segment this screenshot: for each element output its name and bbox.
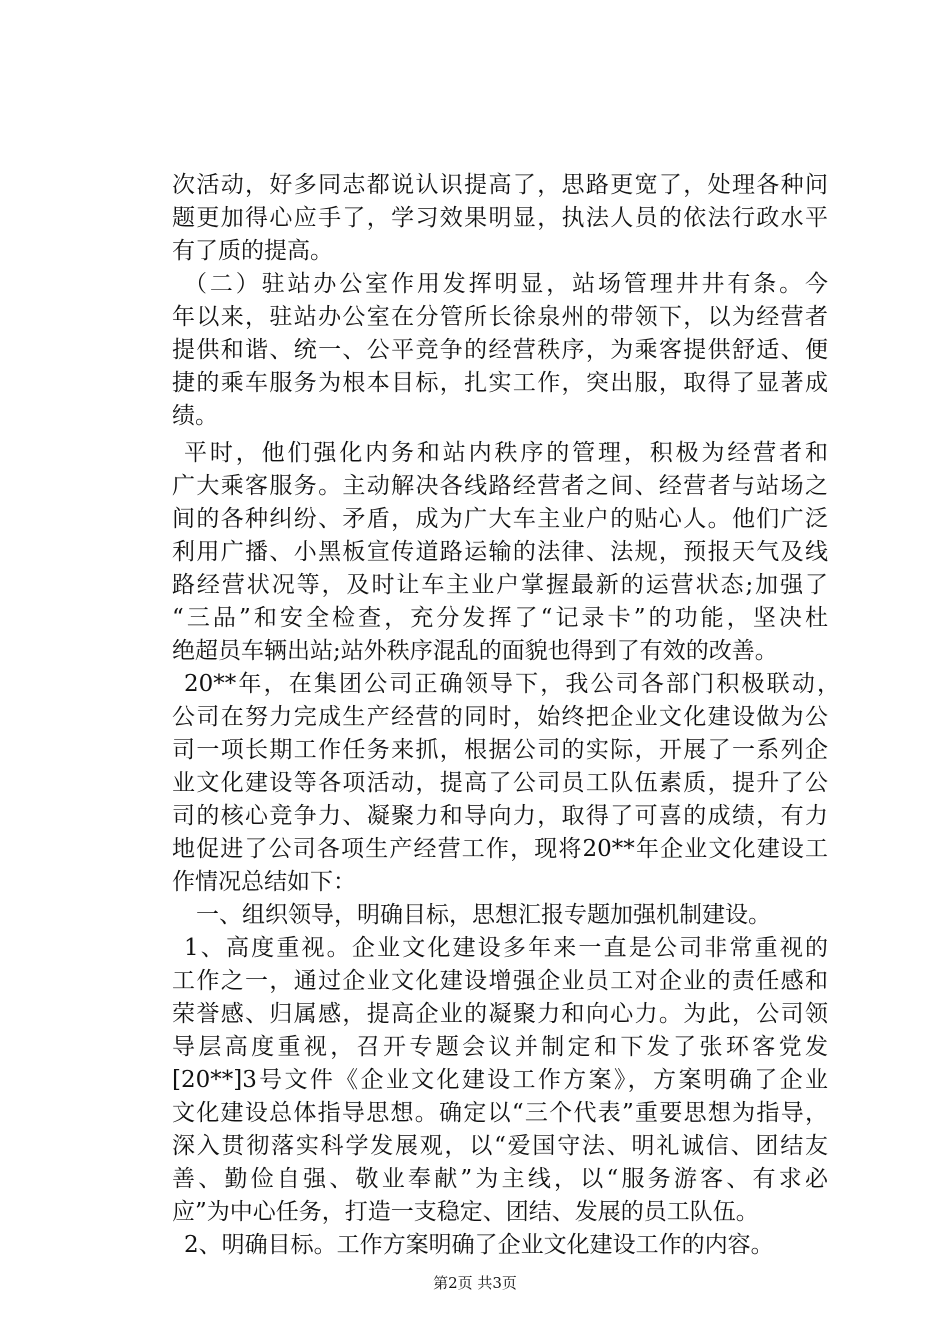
text-line: 利用广播、小黑板宣传道路运输的法律、法规，预报天气及线	[172, 539, 828, 565]
text-line: 地促进了公司各项生产经营工作，现将20**年企业文化建设工	[172, 836, 828, 862]
text-line: 深入贯彻落实科学发展观，以“爱国守法、明礼诚信、团结友	[172, 1133, 828, 1159]
text-line: 文化建设总体指导思想。确定以“三个代表”重要思想为指导，	[172, 1100, 828, 1126]
text-line: 提供和谐、统一、公平竞争的经营秩序，为乘客提供舒适、便	[172, 337, 828, 363]
text-line: 业文化建设等各项活动，提高了公司员工队伍素质，提升了公	[172, 770, 828, 796]
text-line: 广大乘客服务。主动解决各线路经营者之间、经营者与站场之	[172, 473, 828, 499]
text-line: 善、勤俭自强、敬业奉献”为主线，以“服务游客、有求必	[172, 1166, 828, 1192]
text-line: 司的核心竞争力、凝聚力和导向力，取得了可喜的成绩，有力	[172, 803, 828, 829]
text-line: 年以来，驻站办公室在分管所长徐泉州的带领下，以为经营者	[172, 304, 828, 330]
text-line: 2、明确目标。工作方案明确了企业文化建设工作的内容。	[184, 1232, 774, 1258]
text-line: 绩。	[172, 403, 218, 429]
text-line: 间的各种纠纷、矛盾，成为广大车主业户的贴心人。他们广泛	[172, 506, 828, 532]
text-line: 次活动，好多同志都说认识提高了，思路更宽了，处理各种问	[172, 172, 828, 198]
text-line: 平时，他们强化内务和站内秩序的管理，积极为经营者和	[184, 440, 828, 466]
page-footer: 第2页 共3页	[433, 1274, 517, 1292]
text-line: 应”为中心任务，打造一支稳定、团结、发展的员工队伍。	[172, 1199, 759, 1225]
text-line: 导层高度重视，召开专题会议并制定和下发了张环客党发	[172, 1034, 828, 1060]
text-line: （二）驻站办公室作用发挥明显，站场管理井井有条。今	[184, 271, 828, 297]
text-line: 路经营状况等，及时让车主业户掌握最新的运营状态;加强了	[172, 572, 828, 598]
text-line: 一、组织领导，明确目标，思想汇报专题加强机制建设。	[196, 902, 771, 928]
text-line: 有了质的提高。	[172, 238, 333, 264]
text-line: 题更加得心应手了，学习效果明显，执法人员的依法行政水平	[172, 205, 828, 231]
text-line: [20**]3号文件《企业文化建设工作方案》，方案明确了企业	[172, 1067, 828, 1093]
text-line: 作情况总结如下：	[172, 869, 356, 895]
text-line: 荣誉感、归属感，提高企业的凝聚力和向心力。为此，公司领	[172, 1001, 828, 1027]
text-line: 公司在努力完成生产经营的同时，始终把企业文化建设做为公	[172, 704, 828, 730]
text-line: “三品”和安全检查，充分发挥了“记录卡”的功能，坚决杜	[172, 605, 828, 631]
text-line: 20**年，在集团公司正确领导下，我公司各部门积极联动，	[184, 671, 840, 697]
text-line: 司一项长期工作任务来抓，根据公司的实际，开展了一系列企	[172, 737, 828, 763]
text-line: 捷的乘车服务为根本目标，扎实工作，突出服，取得了显著成	[172, 370, 828, 396]
text-line: 1、高度重视。企业文化建设多年来一直是公司非常重视的	[184, 935, 828, 961]
text-line: 绝超员车辆出站;站外秩序混乱的面貌也得到了有效的改善。	[172, 638, 778, 664]
text-line: 工作之一，通过企业文化建设增强企业员工对企业的责任感和	[172, 968, 828, 994]
